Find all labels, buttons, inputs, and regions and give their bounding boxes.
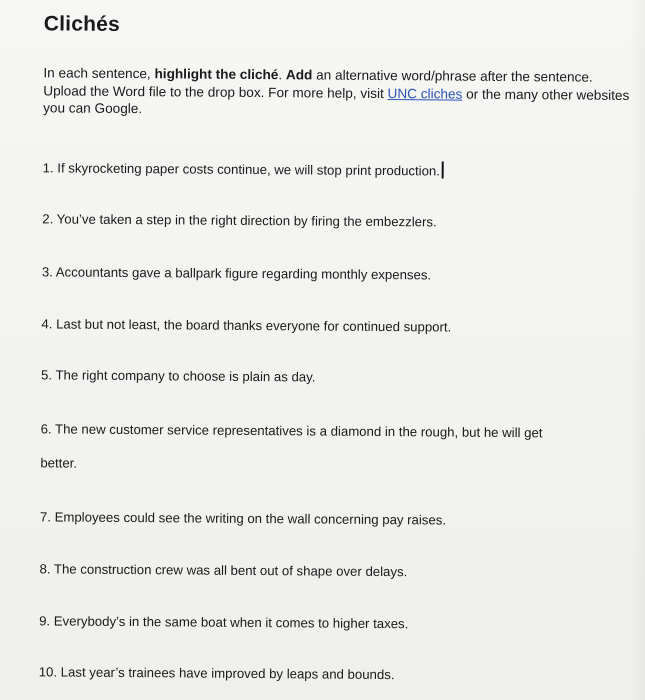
intro-text-2: .	[278, 67, 286, 83]
intro-text-1: In each sentence,	[43, 65, 155, 82]
sentence-6[interactable]: 6. The new customer service representatives is a diamond in the rough, but he will get	[40, 421, 543, 441]
sentence-1-text: 1. If skyrocketing paper costs continue, we will stop print production.	[42, 160, 441, 179]
sentence-10[interactable]: 10. Last year’s trainees have improved by leaps and bounds.	[38, 664, 395, 683]
sentence-7[interactable]: 7. Employees could see the writing on the wall concerning pay raises.	[39, 509, 447, 528]
sentence-4[interactable]: 4. Last but not least, the board thanks everyone for continued support.	[41, 316, 452, 335]
text-cursor	[442, 161, 444, 178]
sentence-1[interactable]	[43, 158, 633, 181]
instructions-paragraph	[43, 64, 633, 121]
intro-bold-add: Add	[285, 67, 313, 83]
intro-text-3: an alternative word/phrase after the sentence. Upload the Word file to the drop box. For more help, visit	[43, 67, 593, 101]
sentence-5[interactable]: 5. The right company to choose is plain as day.	[40, 367, 316, 385]
sentence-3[interactable]: 3. Accountants gave a ballpark figure regarding monthly expenses.	[41, 264, 432, 283]
sentence-2[interactable]: 2. You’ve taken a step in the right direction by firing the embezzlers.	[42, 211, 437, 230]
sentence-8[interactable]: 8. The construction crew was all bent out of shape over delays.	[39, 561, 408, 580]
intro-text-4: or the many other websites you can Google.	[43, 86, 630, 117]
page-title: Clichés	[43, 12, 121, 36]
intro-bold-highlight: highlight the cliché	[154, 66, 279, 83]
sentence-9[interactable]: 9. Everybody’s in the same boat when it comes to higher taxes.	[39, 613, 409, 632]
unc-cliches-link[interactable]: UNC cliches	[387, 85, 463, 102]
sentence-6-continuation[interactable]: better.	[40, 455, 78, 471]
